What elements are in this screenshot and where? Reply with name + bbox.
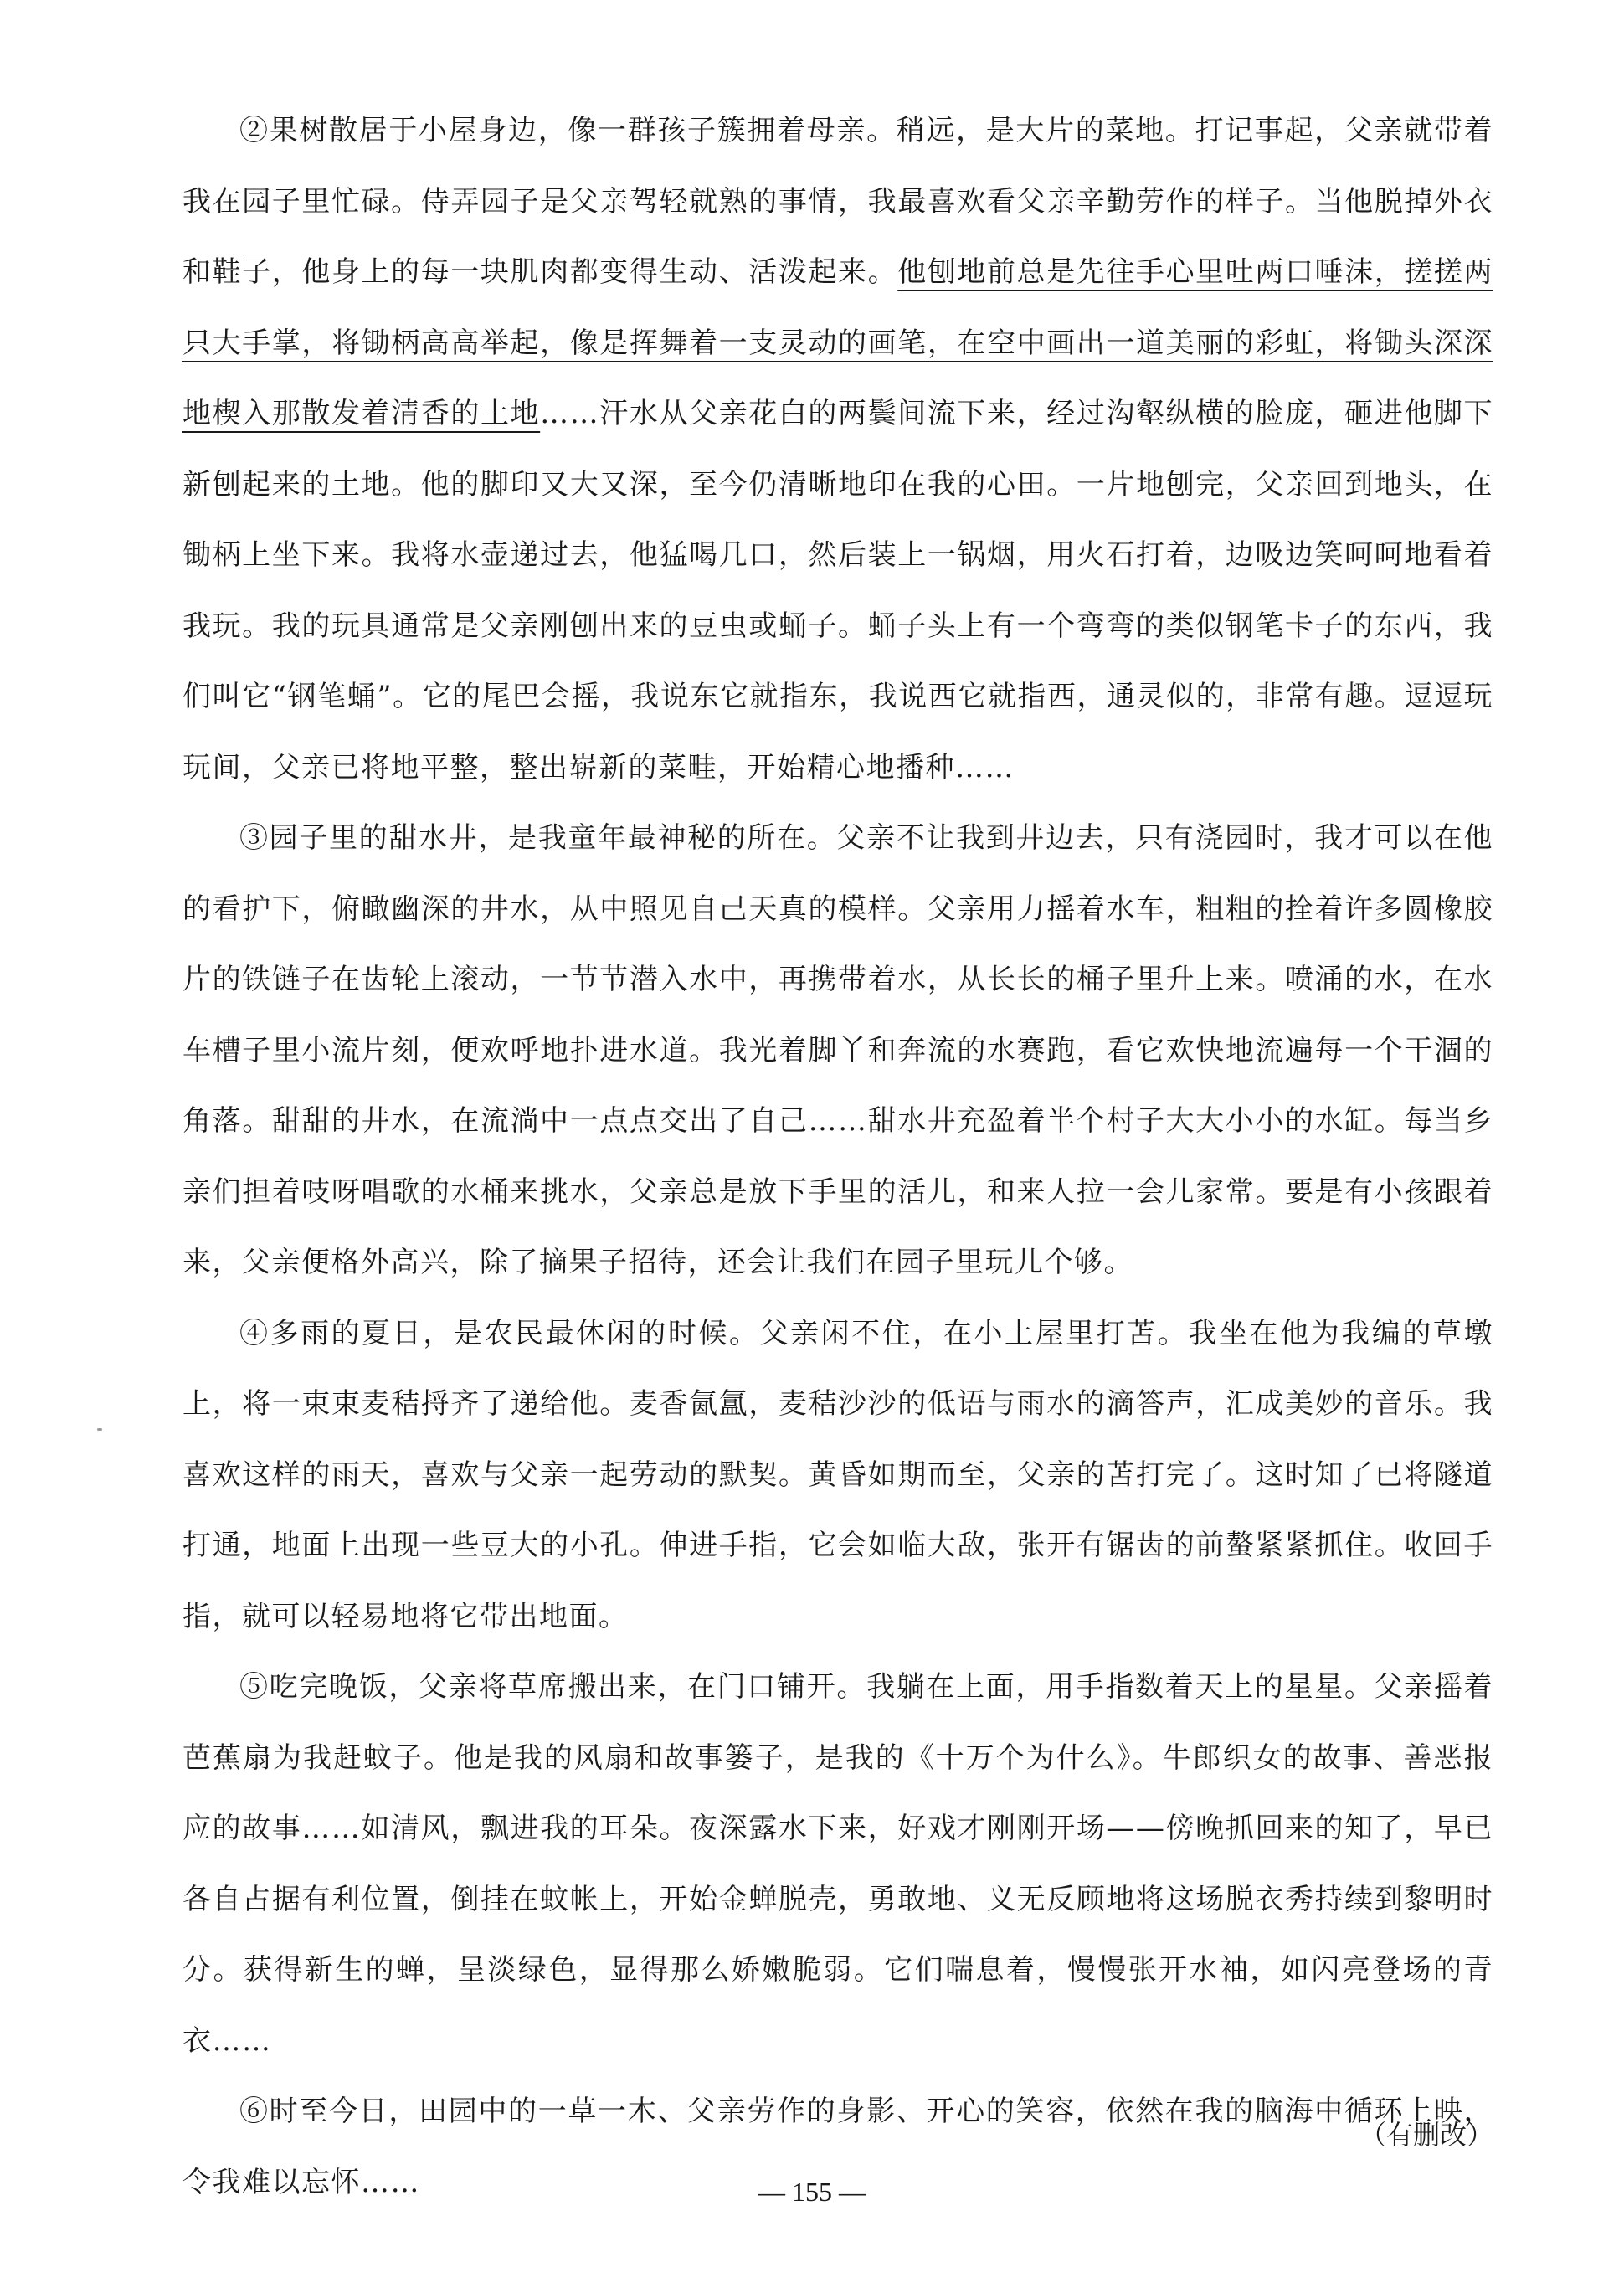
paragraph-4: ④多雨的夏日，是农民最休闲的时候。父亲闲不住，在小土屋里打苫。我坐在他为我编的草墩上，将一束束麦秸捋齐了递给他。麦香氤氲，麦秸沙沙的低语与雨水的滴答声，汇成美妙的音乐。我喜欢这样的雨天，喜欢与父亲一起劳动的默契。黄昏如期而至，父亲的苫打完了。这时知了已将隧道打通，地面上出现一些豆大的小孔。伸进手指，它会如临大敌，张开有锯齿的前螯紧紧抓住。收回手指，就可以轻易地将它带出地面。 bbox=[182, 1316, 1493, 1633]
paragraph-5: ⑤吃完晚饭，父亲将草席搬出来，在门口铺开。我躺在上面，用手指数着天上的星星。父亲摇着芭蕉扇为我赶蚊子。他是我的风扇和故事篓子，是我的《十万个为什么》。牛郎织女的故事、善恶报应的故事……如清风，飘进我的耳朵。夜深露水下来，好戏才刚刚开场——傍晚抓回来的知了，早已各自占据有利位置，倒挂在蚊帐上，开始金蝉脱壳，勇敢地、义无反顾地将这场脱衣秀持续到黎明时分。获得新生的蝉，呈淡绿色，显得那么娇嫩脆弱。它们喘息着，慢慢张开水袖，如闪亮登场的青衣…… bbox=[182, 1670, 1493, 2058]
paragraph-6: ⑥时至今日，田园中的一草一木、父亲劳作的身影、开心的笑容，依然在我的脑海中循环上映，令我难以忘怀…… bbox=[182, 2095, 1493, 2199]
page-number: — 155 — bbox=[758, 2177, 866, 2207]
paragraph-2-text-after: ……汗水从父亲花白的两鬓间流下来，经过沟壑纵横的脸庞，砸进他脚下新刨起来的土地。他的脚印又大又深，至今仍清晰地印在我的心田。一片地刨完，父亲回到地头，在锄柄上坐下来。我将水壶递过去，他猛喝几口，然后装上一锅烟，用火石打着，边吸边笑呵呵地看着我玩。我的玩具通常是父亲刚刨出来的豆虫或蛹子。蛹子头上有一个弯弯的类似钢笔卡子的东西，我们叫它“钢笔蛹”。它的尾巴会摇，我说东它就指东，我说西它就指西，通灵似的，非常有趣。逗逗玩玩间，父亲已将地平整，整出崭新的菜畦，开始精心地播种…… bbox=[182, 397, 1494, 784]
underlined-sentence: 他刨地前总是先往手心里吐两口唾沫，搓搓两只大手掌，将锄柄高高举起，像是挥舞着一支灵动的画笔，在空中画出一道美丽的彩虹，将锄头深深地楔入那散发着清香的土地 bbox=[182, 255, 1494, 430]
scan-speck bbox=[97, 1428, 102, 1431]
source-note: （有删改） bbox=[1359, 2119, 1493, 2151]
paragraph-2 bbox=[182, 95, 1493, 803]
paragraph-2-text-before: ②果树散居于小屋身边，像一群孩子簇拥着母亲。稍远，是大片的菜地。打记事起，父亲就带着我在园子里忙碌。侍弄园子是父亲驾轻就熟的事情，我最喜欢看父亲辛勤劳作的样子。当他脱掉外衣和鞋子，他身上的每一块肌肉都变得生动、活泼起来。 bbox=[182, 114, 1493, 289]
article-body bbox=[182, 95, 1493, 2218]
paragraph-3: ③园子里的甜水井，是我童年最神秘的所在。父亲不让我到井边去，只有浇园时，我才可以在他的看护下，俯瞰幽深的井水，从中照见自己天真的模样。父亲用力摇着水车，粗粗的拴着许多圆橡胶片的铁链子在齿轮上滚动，一节节潜入水中，再携带着水，从长长的桶子里升上来。喷涌的水，在水车槽子里小流片刻，便欢呼地扑进水道。我光着脚丫和奔流的水赛跑，看它欢快地流遍每一个干涸的角落。甜甜的井水，在流淌中一点点交出了自己……甜水井充盈着半个村子大大小小的水缸。每当乡亲们担着吱呀唱歌的水桶来挑水，父亲总是放下手里的活儿，和来人拉一会儿家常。要是有小孩跟着来，父亲便格外高兴，除了摘果子招待，还会让我们在园子里玩儿个够。 bbox=[182, 821, 1493, 1279]
